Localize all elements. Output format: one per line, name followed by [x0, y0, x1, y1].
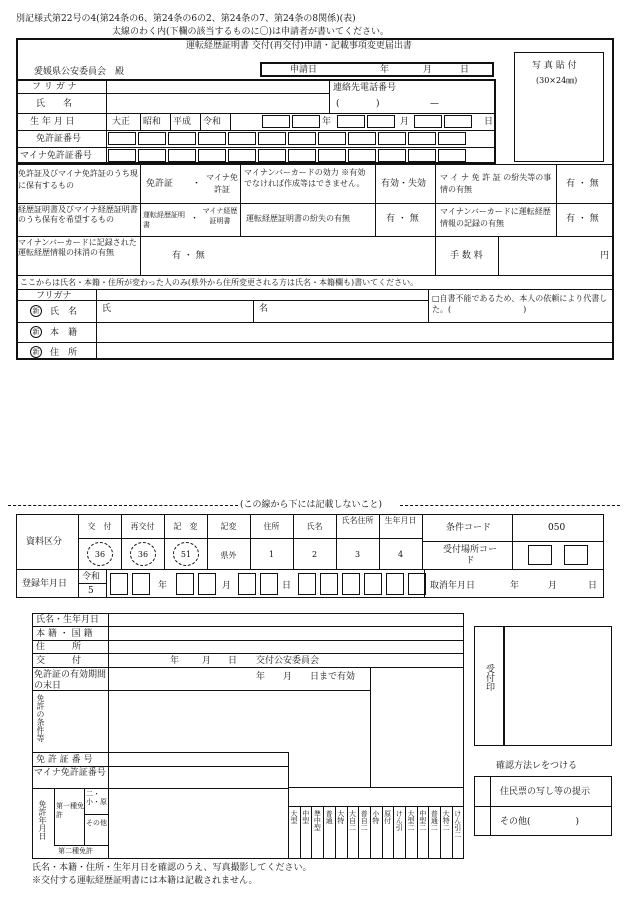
phone-dash: —: [430, 99, 439, 109]
new-honseki-label: 本 籍: [50, 328, 78, 338]
change-section-note: ここからは氏名・本籍・住所が変わった人のみ(県外から住所変更される方は氏名・本籍欄も)書いてください。: [20, 278, 419, 287]
application-month-label: 月: [423, 65, 433, 75]
shiryo-code-value[interactable]: 4: [397, 550, 404, 559]
new-mark-icon: 新: [30, 346, 42, 358]
class-column-divider: [358, 806, 359, 859]
myna-license-number-label: マイナ免許証番号: [20, 151, 92, 161]
vehicle-class-4: 普通: [325, 810, 334, 824]
vehicle-class-3: 準中型: [313, 810, 322, 831]
desired-certificate-label: 経歴証明書及びマイナ経歴証明書のうち保有を希望するもの: [18, 205, 138, 224]
shiryo-code-value[interactable]: 3: [354, 550, 361, 559]
vehicle-class-1: 大型: [290, 810, 298, 824]
confirm-option-other[interactable]: その他( ): [500, 817, 580, 827]
application-date-label: 申請日: [290, 65, 318, 75]
class-column-divider: [393, 806, 394, 859]
name-input[interactable]: [108, 95, 327, 112]
footer-note-1: 氏名・本籍・住所・生年月日を確認のうえ、写真撮影してください。: [32, 863, 312, 873]
registration-month-unit: 月: [222, 581, 232, 591]
birth-month-unit: 月: [400, 117, 410, 127]
issue-month-unit: 月: [202, 656, 212, 666]
new-name-label: 氏 名: [50, 307, 78, 317]
class-column-divider: [300, 806, 301, 859]
license-number-label: 免許証番号: [36, 134, 82, 144]
class-column-divider: [452, 806, 453, 859]
registration-date-label: 登録年月日: [22, 579, 68, 589]
era-reiwa[interactable]: 令和: [203, 117, 222, 127]
reception-stamp-label: 受付印: [484, 664, 494, 691]
issue-year-unit: 年: [170, 656, 180, 666]
new-mark-icon: 新: [30, 326, 42, 338]
record-myna-number-label: マイナ免許証番号: [34, 768, 106, 778]
new-honseki-input[interactable]: [98, 323, 612, 341]
issue-day-unit: 日: [228, 656, 238, 666]
vehicle-class-8: 小特: [371, 810, 380, 824]
license-number-digit-12[interactable]: [438, 132, 466, 145]
new-address-label: 住 所: [50, 348, 78, 358]
license-number-digit-1[interactable]: [108, 132, 136, 145]
class-header-line: [288, 806, 464, 807]
license-number-digit-2[interactable]: [138, 132, 166, 145]
addressee: 愛媛県公安委員会 殿: [34, 67, 125, 77]
certificate-loss-question: 運転経歴証明書の紛失の有無: [246, 214, 350, 223]
vehicle-class-13: 普通二: [430, 810, 439, 831]
form-title: 運転経歴証明書 交付(再交付)申請・記載事項変更届出書: [186, 41, 412, 51]
myna-license-digit-12[interactable]: [438, 149, 466, 162]
license-dates-label: 免許年月日: [38, 800, 47, 840]
shiryo-column-header: 生年月日: [384, 516, 417, 525]
shiryo-column-header: 交 付: [87, 522, 112, 531]
class-column-divider: [440, 806, 441, 859]
shiryo-kubun-label: 資料区分: [26, 537, 63, 547]
license-number-digit-8[interactable]: [318, 132, 346, 145]
myna-license-digit-7[interactable]: [288, 149, 316, 162]
birth-digit-2[interactable]: [292, 115, 320, 128]
birth-digit-6[interactable]: [444, 115, 472, 128]
erase-record-label: マイナンバーカードに記録された運転経歴情報の抹消の有無: [18, 238, 137, 257]
desired-option-myna[interactable]: マイナ経歴証明書: [202, 207, 238, 225]
cancellation-day-unit: 日: [588, 581, 598, 591]
registration-date-cell-8[interactable]: [320, 573, 338, 595]
application-day-label: 日: [460, 65, 470, 75]
birth-date-label: 生 年 月 日: [30, 117, 75, 127]
birth-digit-5[interactable]: [414, 115, 442, 128]
phone-label: 連絡先電話番号: [333, 83, 397, 93]
shiryo-column-header: 記 変: [173, 522, 198, 531]
shiryo-code-circle[interactable]: 36: [87, 542, 113, 566]
birth-year-unit: 年: [322, 117, 332, 127]
registration-day-unit: 日: [282, 581, 292, 591]
registration-date-cell-10[interactable]: [364, 573, 382, 595]
shiryo-column-header: 再交付: [130, 522, 155, 531]
class-column-divider: [417, 806, 418, 859]
change-furigana-label: フリガナ: [36, 291, 72, 301]
reception-code-box-1[interactable]: [528, 545, 552, 565]
myna-license-digit-10[interactable]: [378, 149, 406, 162]
footer-note-2: ※交付する運転経歴証明書には本籍は記載されません。: [32, 876, 258, 886]
myna-loss-question: マ イ ナ 免 許 証 の紛失等の事情の有無: [440, 173, 552, 194]
instruction-text: 太線のわく内(下欄の該当するものに〇)は申請者が書いてください。: [112, 27, 390, 37]
new-mark-icon: 新: [30, 305, 42, 317]
license-conditions-label: 免許の条件等: [36, 694, 45, 742]
expiry-label: 免許証の有効期間の末日: [34, 670, 107, 691]
record-address-label: 住 所: [36, 642, 82, 652]
shiryo-column-header: 記変: [220, 522, 237, 531]
era-taisho[interactable]: 大正: [112, 117, 131, 127]
registration-date-cell-6[interactable]: [260, 573, 278, 595]
license-number-digit-6[interactable]: [258, 132, 286, 145]
class-column-divider: [405, 806, 406, 859]
license-number-digit-11[interactable]: [408, 132, 436, 145]
birth-digit-4[interactable]: [367, 115, 395, 128]
myna-license-digit-9[interactable]: [348, 149, 376, 162]
photo-size: (30×24㎜): [536, 76, 578, 85]
license-number-digit-5[interactable]: [228, 132, 256, 145]
record-issue-label: 交 付: [36, 656, 82, 666]
shiryo-code-value[interactable]: 1: [268, 550, 275, 559]
confirmation-method-title: 確認方法レをつける: [496, 761, 578, 771]
furigana-input[interactable]: [108, 80, 327, 92]
class-column-divider: [347, 806, 348, 859]
certificate-loss-answer[interactable]: 有 ・ 無: [386, 214, 419, 224]
vehicle-class-11: 大型二: [407, 810, 415, 831]
office-use-divider: (この線から下には記載しないこと): [240, 500, 383, 510]
reception-code-box-2[interactable]: [564, 545, 588, 565]
first-class-label: 第一種免許: [56, 802, 84, 819]
registration-date-cell-7[interactable]: [298, 573, 316, 595]
furigana-label: フ リ ガ ナ: [32, 82, 77, 92]
shiryo-code-circle[interactable]: 36: [130, 542, 156, 566]
license-number-digit-7[interactable]: [288, 132, 316, 145]
era-heisei[interactable]: 平成: [173, 117, 192, 127]
shiryo-column-header: 住所: [263, 522, 280, 531]
proxy-writing-checkbox[interactable]: □自書不能であるため、本人の依頼により代書した。( ): [432, 294, 608, 314]
cancellation-year-unit: 年: [510, 581, 520, 591]
vehicle-class-7: 普自二: [360, 810, 369, 831]
mynumber-validity-answer[interactable]: 有効・失効: [381, 179, 427, 189]
registration-date-cell-9[interactable]: [342, 573, 360, 595]
myna-license-digit-6[interactable]: [258, 149, 286, 162]
registration-date-cell-1[interactable]: [110, 573, 128, 595]
registration-date-cell-3[interactable]: [176, 573, 194, 595]
shiryo-column-header: 氏名: [306, 522, 323, 531]
myna-loss-answer[interactable]: 有 ・ 無: [566, 179, 599, 189]
myna-record-question: マイナンバーカードに運転経歴情報の記録の有無: [440, 207, 551, 228]
myna-license-digit-5[interactable]: [228, 149, 256, 162]
license-number-digit-4[interactable]: [198, 132, 226, 145]
vehicle-class-14: 大特二: [442, 810, 451, 831]
cancellation-month-unit: 月: [548, 581, 558, 591]
shiryo-code-value[interactable]: 県外: [220, 551, 237, 560]
class-column-divider: [323, 806, 324, 859]
myna-license-digit-4[interactable]: [198, 149, 226, 162]
myna-license-digit-3[interactable]: [168, 149, 196, 162]
condition-code-value: 050: [548, 523, 566, 533]
vehicle-class-5: 大特: [336, 810, 345, 824]
vehicle-class-15: けん引二: [453, 810, 462, 838]
mynumber-validity-question: マイナンバーカードの効力 ※有効でなければ作成等はできません。: [244, 168, 366, 188]
fee-unit: 円: [600, 251, 610, 261]
application-year-label: 年: [380, 65, 390, 75]
class-column-divider: [335, 806, 336, 859]
second-class-label: 第二種免許: [58, 847, 93, 855]
registration-date-cell-5[interactable]: [238, 573, 256, 595]
held-option-myna[interactable]: マイナ免許証: [206, 173, 238, 194]
photo-label: 写 真 貼 付: [532, 61, 577, 71]
birth-day-unit: 日: [484, 117, 494, 127]
vehicle-class-10: けん引: [395, 810, 404, 831]
myna-license-digit-8[interactable]: [318, 149, 346, 162]
reiwa-label: 令和: [82, 572, 101, 582]
new-surname-label: 氏: [102, 304, 112, 314]
fee-label: 手 数 料: [450, 251, 483, 261]
other-label: その他: [86, 819, 107, 827]
reiwa-number: 5: [88, 586, 94, 596]
class-column-divider: [428, 806, 429, 859]
held-license-label: 免許証及びマイナ免許証のうち現に保有するもの: [18, 169, 138, 190]
license-number-digit-10[interactable]: [378, 132, 406, 145]
desired-option-certificate[interactable]: 運転経歴証明書: [143, 211, 185, 229]
held-option-license[interactable]: 免許証: [146, 179, 174, 189]
condition-code-label: 条件コード: [446, 523, 492, 533]
confirm-option-resident-card[interactable]: 住民票の写し等の提示: [500, 787, 591, 797]
desired-option-separator: ・: [190, 214, 200, 224]
erase-record-answer[interactable]: 有 ・ 無: [172, 251, 205, 261]
issue-office-label: 交付公安委員会: [256, 656, 320, 666]
myna-license-digit-1[interactable]: [108, 149, 136, 162]
held-option-separator: ・: [192, 179, 202, 189]
registration-date-cell-2[interactable]: [132, 573, 150, 595]
name-label: 氏 名: [36, 99, 73, 109]
myna-license-digit-2[interactable]: [138, 149, 166, 162]
vehicle-class-2: 中型: [301, 810, 310, 824]
reception-code-label: 受付場所コード: [442, 545, 497, 566]
new-address-input[interactable]: [98, 343, 612, 359]
record-honseki-label: 本 籍 ・ 国 籍: [36, 629, 93, 639]
license-number-digit-3[interactable]: [168, 132, 196, 145]
form-reference: 別記様式第22号の4(第24条の6、第24条の6の2、第24条の7、第24条の8関係)(表): [16, 14, 356, 24]
shiryo-code-value[interactable]: 2: [311, 550, 318, 559]
birth-digit-3[interactable]: [337, 115, 365, 128]
stamp-area[interactable]: [504, 626, 612, 746]
registration-date-cell-4[interactable]: [198, 573, 216, 595]
phone-open-paren: (: [336, 99, 340, 109]
birth-digit-1[interactable]: [262, 115, 290, 128]
registration-date-cell-11[interactable]: [386, 573, 404, 595]
vehicle-class-12: 中型二: [418, 810, 427, 831]
vehicle-class-6: 大自二: [348, 810, 357, 831]
era-showa[interactable]: 昭和: [143, 117, 162, 127]
phone-close-paren: ): [376, 99, 380, 109]
class-column-divider: [370, 806, 371, 859]
class-column-divider: [311, 806, 312, 859]
license-number-digit-9[interactable]: [348, 132, 376, 145]
two-small-label: 二・小・原: [86, 790, 107, 806]
myna-record-answer[interactable]: 有 ・ 無: [566, 214, 599, 224]
registration-year-unit: 年: [158, 581, 168, 591]
vehicle-class-9: 原付: [383, 810, 392, 824]
cancellation-date-label: 取消年月日: [430, 581, 476, 591]
record-license-number-label: 免 許 証 番 号: [36, 755, 93, 765]
record-name-birth-label: 氏名・生年月日: [36, 615, 100, 625]
expiry-text: 年 月 日まで有効: [256, 672, 356, 682]
class-column-divider: [382, 806, 383, 859]
shiryo-code-circle[interactable]: 51: [173, 542, 199, 566]
new-given-name-label: 名: [259, 304, 269, 314]
myna-license-digit-11[interactable]: [408, 149, 436, 162]
shiryo-column-header: 氏名住所: [341, 516, 374, 525]
